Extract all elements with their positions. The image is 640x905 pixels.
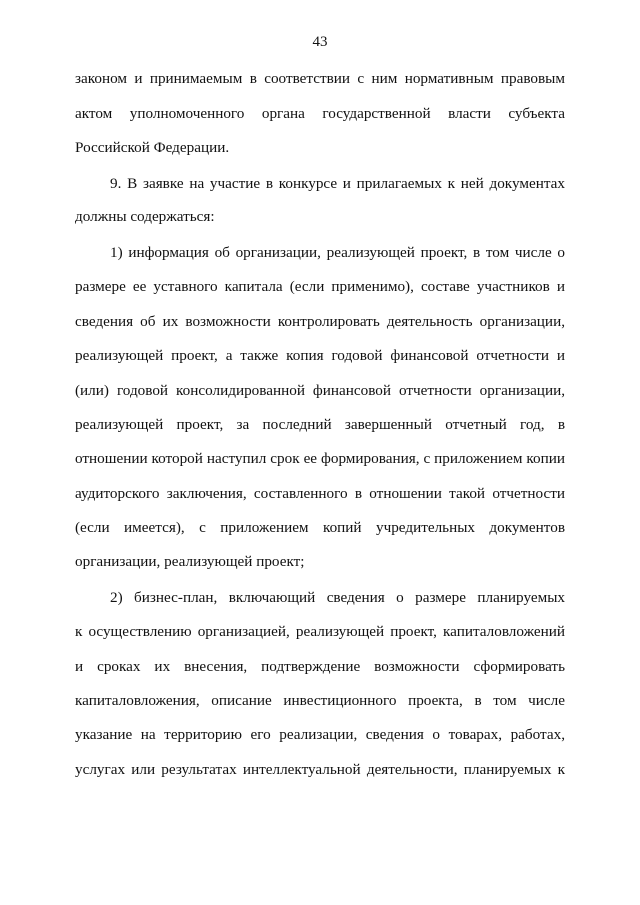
- text-line: (если имеется), с приложением копий учредительных документов: [75, 519, 565, 536]
- text-line: услугах или результатах интеллектуальной деятельности, планируемых к: [75, 761, 565, 778]
- paragraph-9-first-line: 9. В заявке на участие в конкурсе и прилагаемых к ней документах: [110, 175, 565, 192]
- text-line: (или) годовой консолидированной финансовой отчетности организации,: [75, 382, 565, 399]
- page-number: 43: [312, 34, 328, 50]
- text-line: сведения об их возможности контролировать деятельность организации,: [75, 313, 565, 330]
- text-line: Российской Федерации.: [75, 139, 230, 156]
- text-line: организации, реализующей проект;: [75, 553, 305, 570]
- text-line: актом уполномоченного органа государственной власти субъекта: [75, 105, 565, 122]
- text-line: капиталовложения, описание инвестиционного проекта, в том числе: [75, 692, 565, 709]
- item-1-first-line: 1) информация об организации, реализующей проект, в том числе о: [110, 244, 565, 261]
- text-line: отношении которой наступил срок ее формирования, с приложением копии: [75, 450, 565, 467]
- text-line: и сроках их внесения, подтверждение возможности сформировать: [75, 658, 565, 675]
- text-line: реализующей проект, за последний завершенный отчетный год, в: [75, 416, 565, 433]
- text-line: должны содержаться:: [75, 208, 215, 225]
- text-line: реализующей проект, а также копия годовой финансовой отчетности и: [75, 347, 565, 364]
- text-line: размере ее уставного капитала (если применимо), составе участников и: [75, 278, 565, 295]
- text-line: аудиторского заключения, составленного в отношении такой отчетности: [75, 485, 565, 502]
- text-line: законом и принимаемым в соответствии с ним нормативным правовым: [75, 70, 565, 87]
- item-2-first-line: 2) бизнес-план, включающий сведения о размере планируемых: [110, 589, 565, 606]
- text-line: к осуществлению организацией, реализующей проект, капиталовложений: [75, 623, 565, 640]
- text-line: указание на территорию его реализации, сведения о товарах, работах,: [75, 726, 565, 743]
